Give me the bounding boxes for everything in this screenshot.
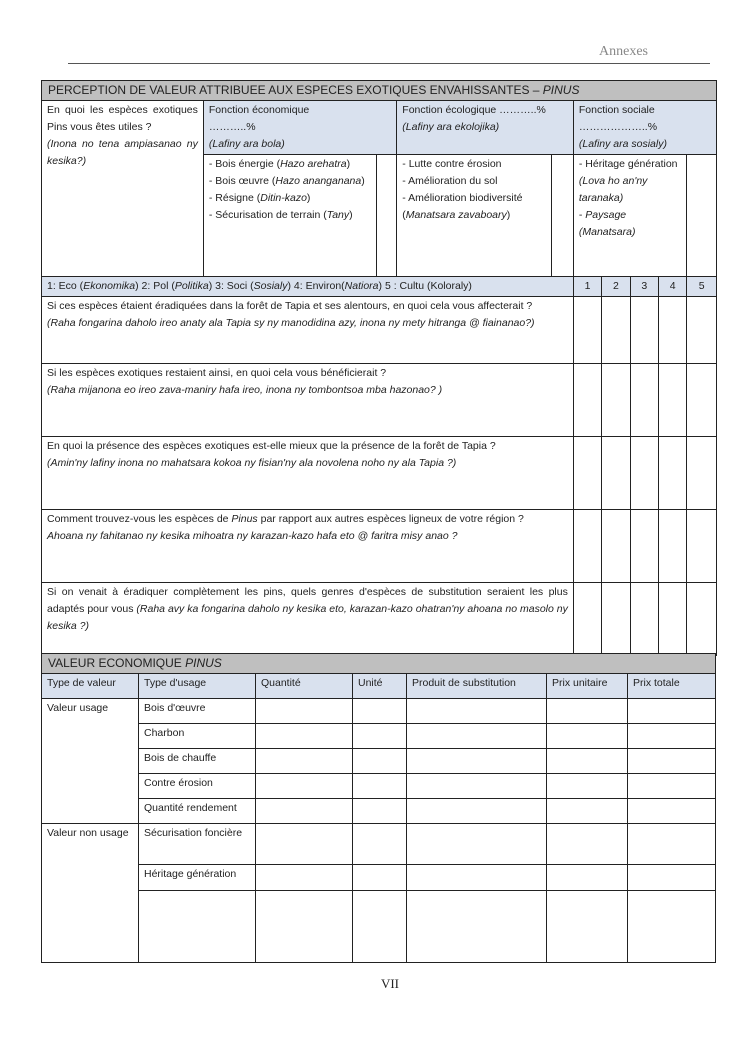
question-substitution: Si on venait à éradiquer complètement les pins, quels genres d'espèces de substitution seraient les plus adaptés pour vous (Raha avy ka fongarina daholo ny kesika eto, karazan-kazo ohatran'ny ahoana no masolo ny kesika ?) xyxy=(42,583,574,656)
input-cell[interactable] xyxy=(353,774,407,799)
input-cell[interactable] xyxy=(353,865,407,891)
input-cell[interactable] xyxy=(547,891,628,963)
input-cell[interactable] xyxy=(407,824,547,865)
col-header-value-type: Type de valeur xyxy=(42,674,139,699)
score-cell[interactable] xyxy=(602,437,630,510)
input-cell[interactable] xyxy=(628,724,716,749)
input-cell[interactable] xyxy=(256,699,353,724)
score-cell[interactable] xyxy=(687,510,717,583)
question-presence: En quoi la présence des espèces exotiques est-elle mieux que la présence de la forêt de Tapia ? (Amin'ny lafiny inona no mahatsara kokoa ny fisian'ny ala novolena noho ny ala Tapia ?) xyxy=(42,437,574,510)
score-cell[interactable] xyxy=(630,437,658,510)
function-ecological-header: Fonction écologique ………..% (Lafiny ara ekolojika) xyxy=(397,101,574,155)
usage-type: Sécurisation foncière xyxy=(139,824,256,865)
perception-table xyxy=(41,80,717,656)
score-cell[interactable] xyxy=(573,510,601,583)
input-cell[interactable] xyxy=(353,824,407,865)
usage-type: Contre érosion xyxy=(139,774,256,799)
input-cell[interactable] xyxy=(256,824,353,865)
score-cell[interactable] xyxy=(658,437,686,510)
input-cell[interactable] xyxy=(353,724,407,749)
score-cell[interactable] xyxy=(630,364,658,437)
col-header-unit: Unité xyxy=(353,674,407,699)
function-social-header: Fonction sociale ………………..% (Lafiny ara sosialy) xyxy=(573,101,716,155)
question-row xyxy=(42,510,717,583)
input-cell[interactable] xyxy=(547,799,628,824)
usage-type: Bois de chauffe xyxy=(139,749,256,774)
input-cell[interactable] xyxy=(353,699,407,724)
question-row xyxy=(42,583,717,656)
input-cell[interactable] xyxy=(547,724,628,749)
input-cell[interactable] xyxy=(256,865,353,891)
usage-type: Héritage génération xyxy=(139,865,256,891)
score-cell[interactable] xyxy=(573,583,601,656)
score-cell[interactable] xyxy=(658,297,686,364)
scale-number: 1 xyxy=(573,277,601,297)
scale-number: 4 xyxy=(658,277,686,297)
nonusage-value-label: Valeur non usage xyxy=(42,824,139,963)
usage-value-label: Valeur usage xyxy=(42,699,139,824)
input-cell[interactable] xyxy=(139,891,256,963)
ecological-items: - Lutte contre érosion - Amélioration du sol - Amélioration biodiversité (Manatsara zavaboary) xyxy=(397,155,552,277)
col-header-usage-type: Type d'usage xyxy=(139,674,256,699)
header-rule xyxy=(68,63,710,64)
social-score-cell[interactable] xyxy=(687,155,717,277)
input-cell[interactable] xyxy=(353,891,407,963)
col-header-unit-price: Prix unitaire xyxy=(547,674,628,699)
input-cell[interactable] xyxy=(407,699,547,724)
economic-value-title: VALEUR ECONOMIQUE PINUS xyxy=(42,654,716,674)
input-cell[interactable] xyxy=(547,774,628,799)
score-cell[interactable] xyxy=(687,297,717,364)
question-eradication: Si ces espèces étaient éradiquées dans la forêt de Tapia et ses alentours, en quoi cela vous affecterait ? (Raha fongarina daholo ireo anaty ala Tapia sy ny manodidina azy, inona ny mety hitranga @ fiainanao?) xyxy=(42,297,574,364)
question-comparison: Comment trouvez-vous les espèces de Pinus par rapport aux autres espèces ligneux de votre région ? Ahoana ny fahitanao ny kesika mihoatra ny karazan-kazo hafa eto @ faritra misy anao ? xyxy=(42,510,574,583)
input-cell[interactable] xyxy=(407,865,547,891)
input-cell[interactable] xyxy=(547,865,628,891)
score-cell[interactable] xyxy=(602,364,630,437)
scale-number: 5 xyxy=(687,277,717,297)
input-cell[interactable] xyxy=(407,774,547,799)
economic-score-cell[interactable] xyxy=(377,155,397,277)
score-cell[interactable] xyxy=(630,297,658,364)
input-cell[interactable] xyxy=(407,799,547,824)
scale-number: 2 xyxy=(602,277,630,297)
input-cell[interactable] xyxy=(353,749,407,774)
input-cell[interactable] xyxy=(256,799,353,824)
usefulness-question: En quoi les espèces exotiques Pins vous êtes utiles ? (Inona no tena ampiasanao ny kesika?) xyxy=(42,101,204,277)
input-cell[interactable] xyxy=(256,749,353,774)
economic-value-table xyxy=(41,653,716,963)
question-row xyxy=(42,297,717,364)
score-cell[interactable] xyxy=(573,437,601,510)
input-cell[interactable] xyxy=(628,865,716,891)
score-cell[interactable] xyxy=(573,297,601,364)
score-cell[interactable] xyxy=(630,510,658,583)
score-cell[interactable] xyxy=(602,297,630,364)
score-cell[interactable] xyxy=(658,364,686,437)
score-cell[interactable] xyxy=(573,364,601,437)
economic-items: - Bois énergie (Hazo arehatra) - Bois œuvre (Hazo ananganana) - Résigne (Ditin-kazo) - Sécurisation de terrain (Tany) xyxy=(203,155,376,277)
input-cell[interactable] xyxy=(256,891,353,963)
input-cell[interactable] xyxy=(407,749,547,774)
input-cell[interactable] xyxy=(547,699,628,724)
score-cell[interactable] xyxy=(687,583,717,656)
input-cell[interactable] xyxy=(628,891,716,963)
score-cell[interactable] xyxy=(658,583,686,656)
input-cell[interactable] xyxy=(628,699,716,724)
input-cell[interactable] xyxy=(353,799,407,824)
perception-title: PERCEPTION DE VALEUR ATTRIBUEE AUX ESPECES EXOTIQUES ENVAHISSANTES – PINUS xyxy=(42,81,717,101)
score-cell[interactable] xyxy=(687,437,717,510)
score-cell[interactable] xyxy=(658,510,686,583)
running-header: Annexes xyxy=(599,44,648,59)
scale-number: 3 xyxy=(630,277,658,297)
ecological-score-cell[interactable] xyxy=(551,155,573,277)
usage-type: Charbon xyxy=(139,724,256,749)
question-row xyxy=(42,437,717,510)
input-cell[interactable] xyxy=(547,824,628,865)
score-cell[interactable] xyxy=(630,583,658,656)
col-header-quantity: Quantité xyxy=(256,674,353,699)
usage-type: Quantité rendement xyxy=(139,799,256,824)
input-cell[interactable] xyxy=(407,891,547,963)
score-cell[interactable] xyxy=(687,364,717,437)
page-number: VII xyxy=(380,976,400,991)
input-cell[interactable] xyxy=(628,774,716,799)
input-cell[interactable] xyxy=(256,774,353,799)
question-benefit: Si les espèces exotiques restaient ainsi, en quoi cela vous bénéficierait ? (Raha mijanona eo ireo zava-maniry hafa ireo, inona ny tombontsoa mba hazonao? ) xyxy=(42,364,574,437)
social-items: - Héritage génération (Lova ho an'ny taranaka) - Paysage (Manatsara) xyxy=(573,155,687,277)
input-cell[interactable] xyxy=(628,799,716,824)
input-cell[interactable] xyxy=(628,749,716,774)
function-economic-header: Fonction économique ………..% (Lafiny ara bola) xyxy=(203,101,396,155)
input-cell[interactable] xyxy=(407,724,547,749)
input-cell[interactable] xyxy=(256,724,353,749)
col-header-substitute: Produit de substitution xyxy=(407,674,547,699)
usage-type: Bois d'œuvre xyxy=(139,699,256,724)
score-cell[interactable] xyxy=(602,583,630,656)
input-cell[interactable] xyxy=(628,824,716,865)
input-cell[interactable] xyxy=(547,749,628,774)
score-cell[interactable] xyxy=(602,510,630,583)
col-header-total-price: Prix totale xyxy=(628,674,716,699)
scale-legend: 1: Eco (Ekonomika) 2: Pol (Politika) 3: Soci (Sosialy) 4: Environ(Natiora) 5 : Cultu (Koloraly) xyxy=(42,277,574,297)
question-row xyxy=(42,364,717,437)
